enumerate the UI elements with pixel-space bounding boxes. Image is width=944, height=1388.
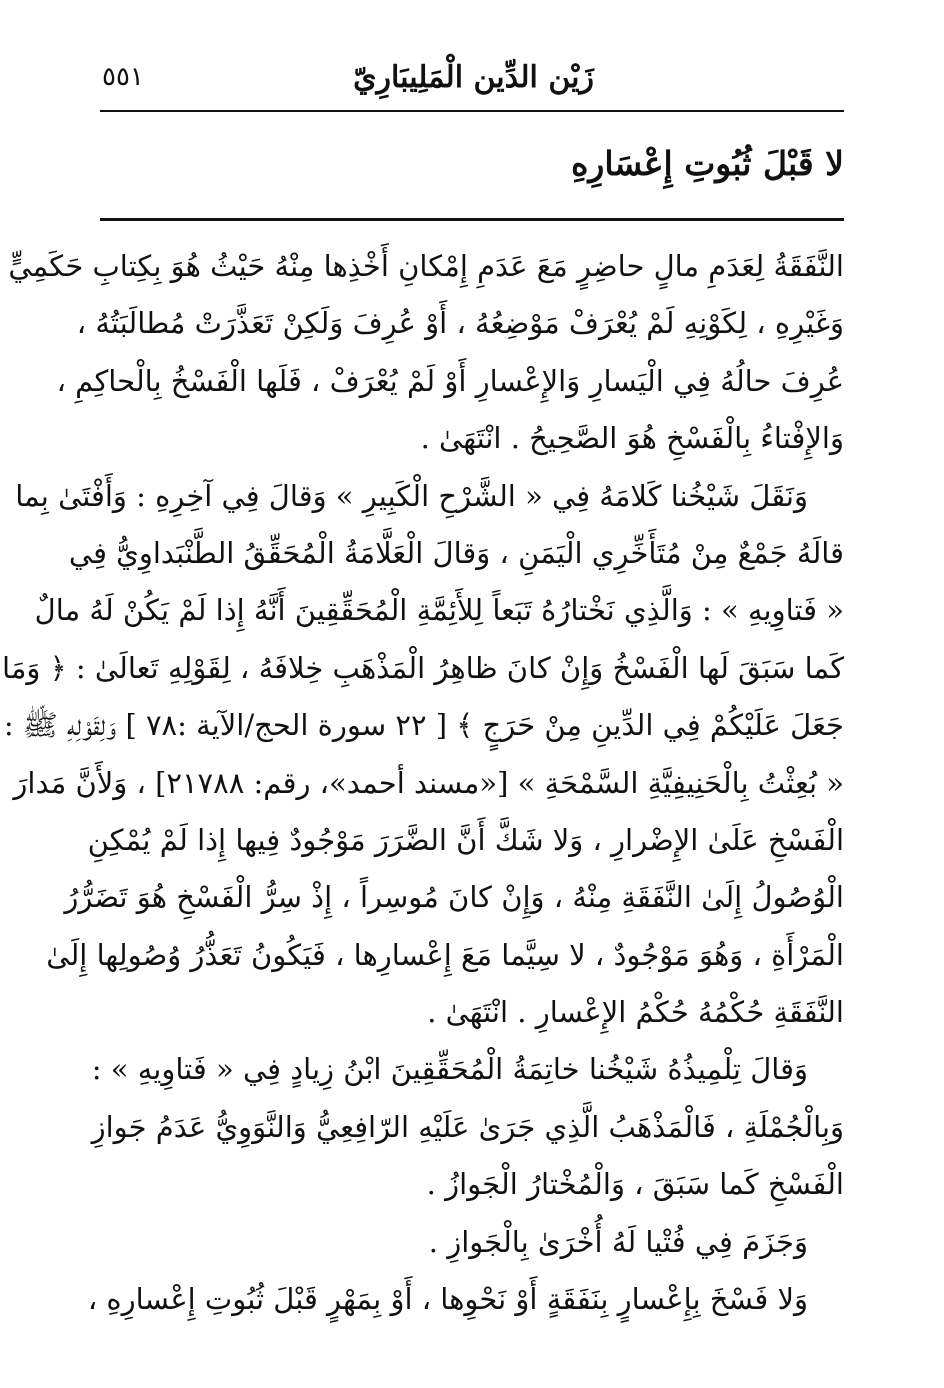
text-line: « بُعِثْتُ بِالْحَنِيفِيَّةِ السَّمْحَةِ » [«مسند أحمد»، رقم: ٢١٧٨٨] ، وَلأَنَّ مَدارَ bbox=[13, 765, 844, 800]
text-line: وَلا فَسْخَ بِإِعْسارٍ بِنَفَقَةٍ أَوْ نَحْوِها ، أَوْ بِمَهْرٍ قَبْلَ ثُبُوتِ إِعْسارِهِ ، bbox=[87, 1282, 808, 1317]
matn-text: لا قَبْلَ ثُبُوتِ إِعْسَارِهِ bbox=[571, 144, 844, 183]
page-header bbox=[100, 56, 844, 106]
text-line: وَجَزَمَ فِي فُتْيا لَهُ أُخْرَىٰ بِالْجَوازِ . bbox=[428, 1224, 808, 1259]
text-line: قالَهُ جَمْعٌ مِنْ مُتَأَخِّرِي الْيَمَنِ ، وَقالَ الْعَلَّامَةُ الْمُحَقِّقُ الطَّنْبَداوِيُّ فِي bbox=[68, 535, 844, 570]
running-title: زَيْن الدِّين الْمَلِيبَارِيّ bbox=[353, 60, 594, 95]
paragraph bbox=[91, 1041, 844, 1213]
text-line: وَغَيْرِهِ ، لِكَوْنِهِ لَمْ يُعْرَفْ مَوْضِعُهُ ، أَوْ عُرِفَ وَلَكِنْ تَعَذَّرَتْ مُطالَبَتُهُ ، bbox=[76, 306, 844, 341]
text-line: عُرِفَ حالُهُ فِي الْيَسارِ وَالإِعْسارِ أَوْ لَمْ يُعْرَفْ ، فَلَها الْفَسْخُ بِالْحاكِمِ ، bbox=[56, 363, 844, 398]
text-line: الْفَسْخِ كَما سَبَقَ ، وَالْمُخْتارُ الْجَوازُ . bbox=[426, 1167, 844, 1202]
text-line: « فَتاوِيهِ » : وَالَّذِي نَخْتارُهُ تَبَعاً لِلأَئِمَّةِ الْمُحَقِّقِينَ أَنَّهُ إِذا لَمْ يَكُنْ لَهُ مالٌ bbox=[34, 593, 844, 628]
text-line: وَقالَ تِلْمِيذُهُ شَيْخُنا خاتِمَةُ الْمُحَقِّقِينَ ابْنُ زِيادٍ فِي « فَتاوِيهِ » : bbox=[91, 1052, 808, 1087]
paragraph bbox=[87, 1271, 844, 1328]
commentary-body bbox=[2, 238, 844, 1328]
text-line: الْمَرْأَةِ ، وَهُوَ مَوْجُودٌ ، لا سِيَّما مَعَ إِعْسارِها ، فَيَكُونُ تَعَذُّرُ وُصُولِها إِلَىٰ bbox=[46, 937, 844, 972]
paragraph bbox=[2, 468, 844, 1042]
text-line: كَما سَبَقَ لَها الْفَسْخُ وَإِنْ كانَ ظاهِرُ الْمَذْهَبِ خِلافَهُ ، لِقَوْلِهِ تَعالَىٰ : ﴿ وَمَا bbox=[2, 650, 844, 685]
text-line: جَعَلَ عَلَيْكُمْ فِي الدِّينِ مِنْ حَرَجٍ ﴾ [ ٢٢ سورة الحج/الآية :٧٨ ] وَلِقَوْلِهِ ﷺ : bbox=[3, 708, 844, 743]
text-line: وَبِالْجُمْلَةِ ، فَالْمَذْهَبُ الَّذِي جَرَىٰ عَلَيْهِ الرّافِعِيُّ وَالنَّوَوِيُّ عَدَمُ جَوازِ bbox=[91, 1109, 844, 1144]
text-line: النَّفَقَةِ حُكْمُهُ حُكْمُ الإِعْسارِ . انْتَهَىٰ . bbox=[427, 995, 844, 1030]
text-line: النَّفَقَةُ لِعَدَمِ مالٍ حاضِرٍ مَعَ عَدَمِ إِمْكانِ أَخْذِها مِنْهُ حَيْثُ هُوَ بِكِتابِ حَكَمِيٍّ bbox=[8, 249, 844, 283]
paragraph bbox=[100, 1214, 844, 1271]
matn-separator-rule bbox=[100, 218, 844, 221]
header-rule bbox=[100, 110, 844, 112]
text-line: الْفَسْخِ عَلَىٰ الإِضْرارِ ، وَلا شَكَّ أَنَّ الضَّرَرَ مَوْجُودٌ فِيها إِذا لَمْ يُمْكِنِ bbox=[87, 822, 844, 857]
page-number: ٥٥١ bbox=[102, 62, 144, 92]
paragraph bbox=[8, 238, 844, 468]
text-line: وَالإِفْتاءُ بِالْفَسْخِ هُوَ الصَّحِيحُ . انْتَهَىٰ . bbox=[420, 421, 844, 456]
text-line: وَنَقَلَ شَيْخُنا كَلامَهُ فِي « الشَّرْحِ الْكَبِيرِ » وَقالَ فِي آخِرِهِ : وَأَفْتَىٰ بِما bbox=[15, 478, 808, 513]
text-line: الْوُصُولُ إِلَىٰ النَّفَقَةِ مِنْهُ ، وَإِنْ كانَ مُوسِراً ، إِذْ سِرُّ الْفَسْخِ هُوَ تَضَرُّرُ bbox=[64, 880, 844, 915]
